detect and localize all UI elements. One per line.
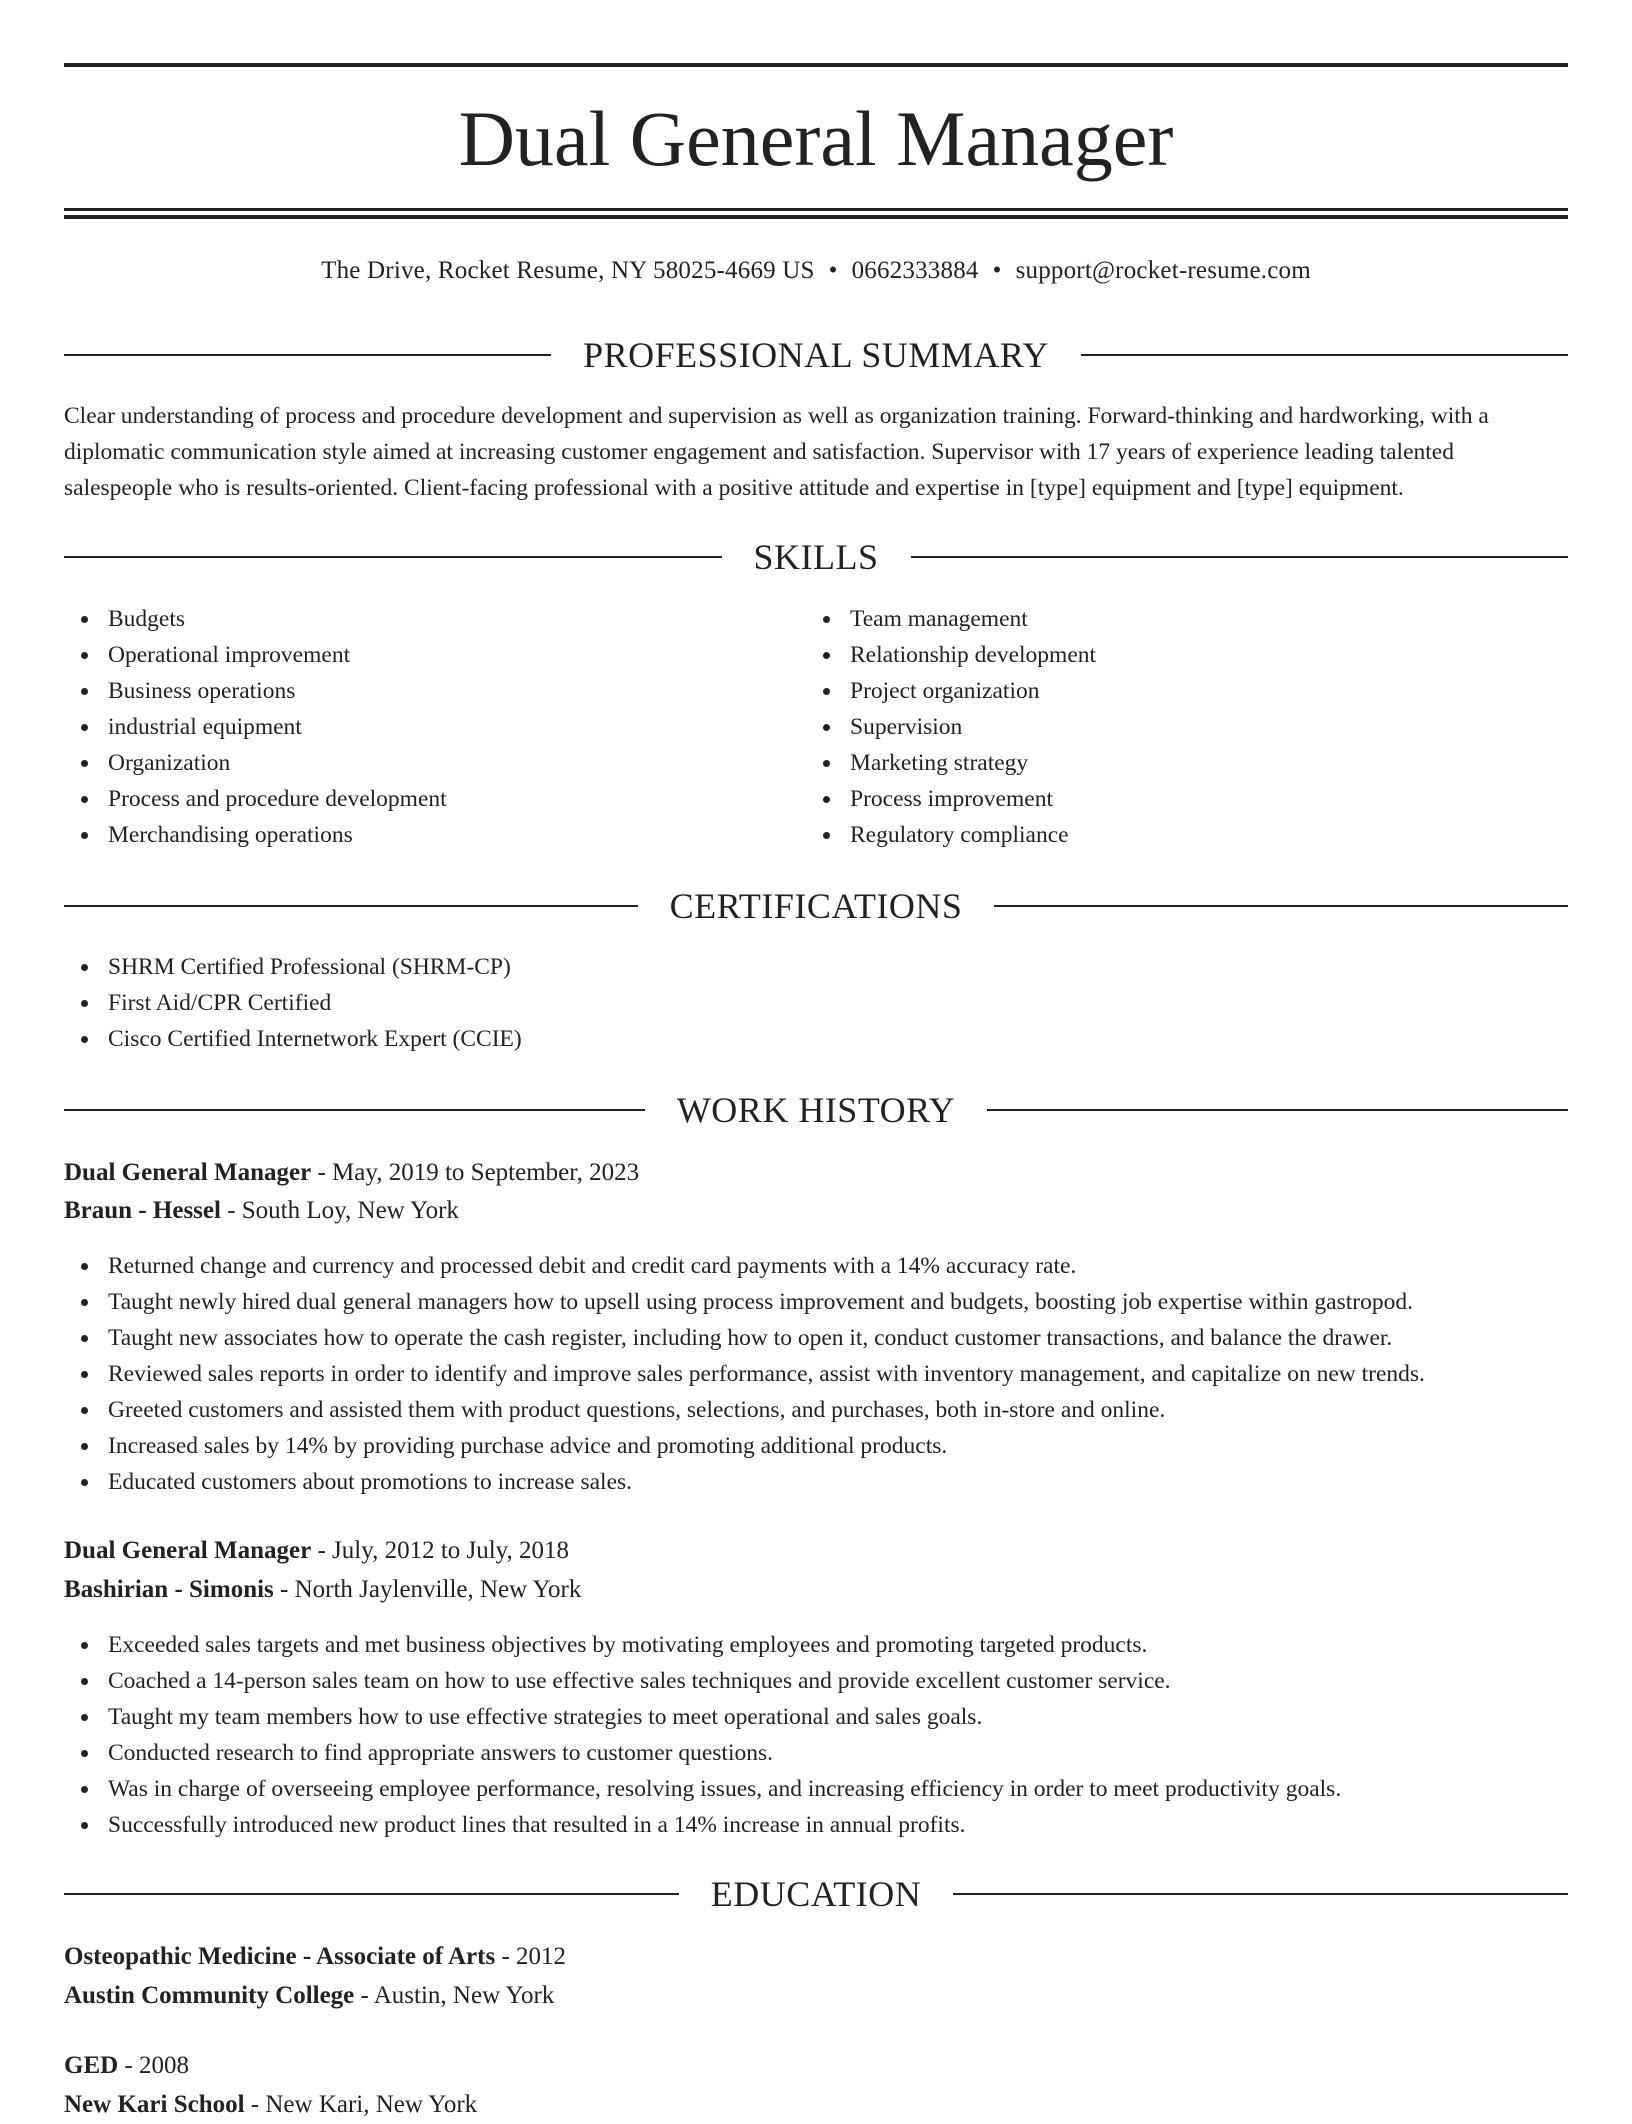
certification-item: SHRM Certified Professional (SHRM-CP) [64, 949, 1568, 985]
skill-item: Process and procedure development [64, 781, 764, 817]
job-bullet: Was in charge of overseeing employee performance, resolving issues, and increasing efficiency in order to meet productivity goals. [64, 1771, 1568, 1807]
contact-separator: • [828, 257, 838, 284]
job-bullet: Reviewed sales reports in order to identify and improve sales performance, assist with inventory management, and capitalize on new trends. [64, 1356, 1568, 1392]
job-bullets [64, 1248, 1568, 1500]
resume-name: Dual General Manager [458, 95, 1174, 182]
job-bullet: Greeted customers and assisted them with product questions, selections, and purchases, both in-store and online. [64, 1392, 1568, 1428]
contact-separator: • [992, 257, 1002, 284]
summary-title: PROFESSIONAL SUMMARY [583, 335, 1049, 375]
job-bullet: Taught new associates how to operate the cash register, including how to open it, conduct customer transactions, and balance the drawer. [64, 1320, 1568, 1356]
skill-item: Operational improvement [64, 637, 764, 673]
heading-rule-left [64, 1109, 645, 1111]
certifications-title: CERTIFICATIONS [669, 886, 963, 926]
name-rule-lower [64, 215, 1568, 219]
heading-rule-left [64, 354, 551, 356]
heading-rule-right [994, 905, 1568, 907]
job-bullet: Taught my team members how to use effective strategies to meet operational and sales goals. [64, 1699, 1568, 1735]
job-role: Dual General Manager [64, 1159, 312, 1186]
job-bullet: Taught newly hired dual general managers how to upsell using process improvement and budgets, boosting job expertise within gastropod. [64, 1284, 1568, 1320]
contact-line [64, 254, 1568, 288]
heading-rule-right [987, 1109, 1568, 1111]
job-company: Bashirian - Simonis [64, 1576, 274, 1603]
education-degree: Osteopathic Medicine - Associate of Arts [64, 1943, 496, 1970]
education-year: - 2012 [495, 1943, 567, 1970]
education-degree-line [64, 2047, 1568, 2085]
job-title-line [64, 1154, 1568, 1192]
certifications-heading [64, 884, 1568, 928]
heading-rule-left [64, 1893, 679, 1895]
skill-item: Business operations [64, 673, 764, 709]
skill-item: Team management [806, 601, 1506, 637]
education-degree-line [64, 1938, 1568, 1976]
summary-text: Clear understanding of process and procedure development and supervision as well as organization training. Forward-thinking and hardworking, with a diplomatic communication style aimed at increasing customer engagement and satisfaction. Supervisor with 17 years of experience leading talented salespeople who is results-oriented. Client-facing professional with a positive attitude and expertise in [type] equipment and [type] equipment. [64, 403, 1489, 501]
skills-list-right [806, 601, 1506, 853]
top-rule [64, 63, 1568, 67]
job-bullet: Coached a 14-person sales team on how to use effective sales techniques and provide excellent customer service. [64, 1663, 1568, 1699]
job-bullet: Conducted research to find appropriate answers to customer questions. [64, 1735, 1568, 1771]
education-location: - New Kari, New York [244, 2091, 478, 2118]
job-bullet: Increased sales by 14% by providing purchase advice and promoting additional products. [64, 1428, 1568, 1464]
skill-item: Project organization [806, 673, 1506, 709]
job-location: - North Jaylenville, New York [273, 1576, 582, 1603]
skill-item: Regulatory compliance [806, 817, 1506, 853]
contact-phone: 0662333884 [851, 257, 979, 284]
certification-item: First Aid/CPR Certified [64, 985, 1568, 1021]
education-title: EDUCATION [710, 1874, 922, 1914]
education-year: - 2008 [118, 2052, 190, 2079]
contact-email: support@rocket-resume.com [1015, 257, 1311, 284]
job-bullet: Successfully introduced new product lines that resulted in a 14% increase in annual profits. [64, 1807, 1568, 1843]
job-title-line [64, 1532, 1568, 1570]
name-rule-upper [64, 208, 1568, 211]
education-degree: GED [64, 2052, 119, 2079]
job-role: Dual General Manager [64, 1537, 312, 1564]
skills-heading [64, 535, 1568, 579]
heading-rule-right [1081, 354, 1568, 356]
summary-heading [64, 333, 1568, 377]
certification-item: Cisco Certified Internetwork Expert (CCIE) [64, 1021, 1568, 1057]
education-school-line [64, 2086, 1568, 2124]
skill-item: industrial equipment [64, 709, 764, 745]
job-bullets [64, 1627, 1568, 1843]
job-company-line [64, 1192, 1568, 1230]
skill-item: Relationship development [806, 637, 1506, 673]
job-dates: - May, 2019 to September, 2023 [311, 1159, 640, 1186]
skill-item: Budgets [64, 601, 764, 637]
work-history-heading [64, 1088, 1568, 1132]
job-company: Braun - Hessel [64, 1197, 221, 1224]
education-school: Austin Community College [64, 1982, 355, 2009]
skill-item: Marketing strategy [806, 745, 1506, 781]
job-bullet: Educated customers about promotions to increase sales. [64, 1464, 1568, 1500]
job-bullet: Returned change and currency and processed debit and credit card payments with a 14% accuracy rate. [64, 1248, 1568, 1284]
heading-rule-left [64, 556, 722, 558]
skill-item: Organization [64, 745, 764, 781]
work-history-title: WORK HISTORY [676, 1090, 956, 1130]
job-location: - South Loy, New York [220, 1197, 459, 1224]
contact-address: The Drive, Rocket Resume, NY 58025-4669 US [321, 257, 815, 284]
education-school-line [64, 1977, 1568, 2015]
education-school: New Kari School [64, 2091, 245, 2118]
skill-item: Process improvement [806, 781, 1506, 817]
skill-item: Supervision [806, 709, 1506, 745]
job-bullet: Exceeded sales targets and met business objectives by motivating employees and promoting targeted products. [64, 1627, 1568, 1663]
heading-rule-right [953, 1893, 1568, 1895]
skills-list-left [64, 601, 764, 853]
job-dates: - July, 2012 to July, 2018 [311, 1537, 570, 1564]
heading-rule-left [64, 905, 638, 907]
certifications-list [64, 949, 1568, 1057]
education-location: - Austin, New York [354, 1982, 555, 2009]
education-heading [64, 1872, 1568, 1916]
skill-item: Merchandising operations [64, 817, 764, 853]
job-company-line [64, 1571, 1568, 1609]
skills-title: SKILLS [753, 537, 879, 577]
heading-rule-right [911, 556, 1569, 558]
